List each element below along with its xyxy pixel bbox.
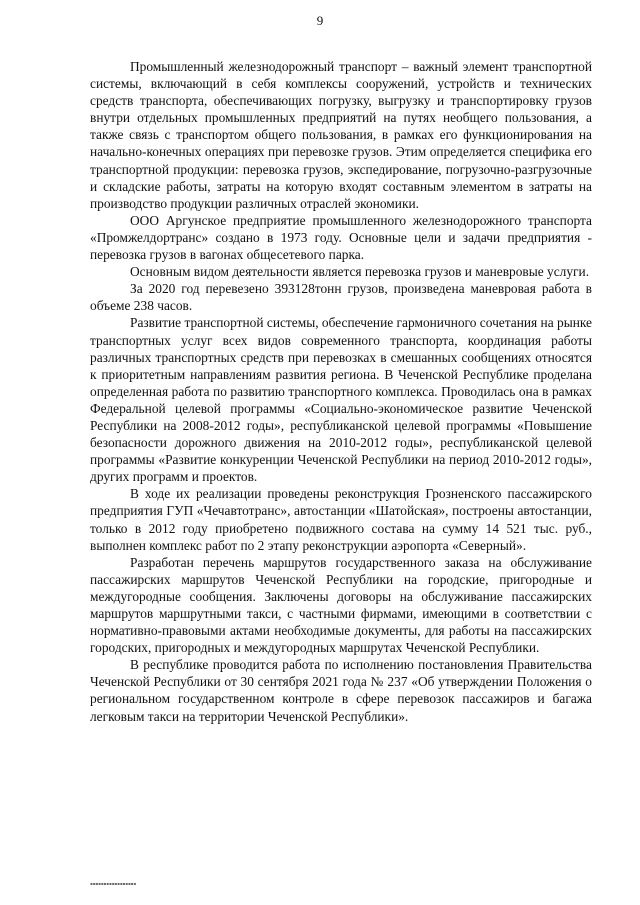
- paragraph-transport-system-development: Развитие транспортной системы, обеспечение гармоничного сочетания на рынке транспортных услуг всех видов современного транспорта, координация работы различных транспортных средств при перевозках в смешанных сообщениях относятся к приоритетным направлениям развития региона. В Чеченской Республике проделана определенная работа по развитию транспортного комплекса. Проводилась она в рамках Федеральной целевой программы «Социально-экономическое развитие Чеченской Республики на 2008-2012 годы», республиканской целевой программы «Повышение безопасности дорожного движения на 2010-2012 годы», республиканской целевой программы «Развитие конкуренции Чеченской Республики на период 2010-2012 годы», других программ и проектов.: [90, 315, 592, 485]
- paragraph-taxi-regulation: В республике проводится работа по исполнению постановления Правительства Чеченской Республики от 30 сентября 2021 года № 237 «Об утверждении Положения о региональном государственном контроле в сфере перевозок пассажиров и багажа легковым такси на территории Чеченской Республики».: [90, 657, 592, 724]
- paragraph-reconstruction: В ходе их реализации проведены реконструкция Грозненского пассажирского предприятия ГУП «Чечавтотранс», автостанции «Шатойская», построены автостанции, только в 2012 году приобретено подвижного состава на сумму 14 521 тыс. руб., выполнен комплекс работ по 2 этапу реконструкции аэропорта «Северный».: [90, 486, 592, 553]
- paragraph-route-list: Разработан перечень маршрутов государственного заказа на обслуживание пассажирских маршрутов Чеченской Республики на городские, пригородные и междугородные сообщения. Заключены договоры на обслуживание пассажирских маршрутов маршрутными такси, с частными фирмами, имеющими в соответствии с нормативно-правовыми актами необходимые документы, для работы на пассажирских городских, пригородных и междугородных маршрутах Чеченской Республики.: [90, 554, 592, 656]
- paragraph-argun-enterprise: ООО Аргунское предприятие промышленного железнодорожного транспорта «Промжелдортранс» создано в 1973 году. Основные цели и задачи предприятия - перевозка грузов в вагонах общесетевого парка.: [90, 212, 592, 263]
- document-body: [90, 58, 592, 725]
- footer-mark: ▪▪▪▪▪▪▪▪▪▪▪▪▪▪▪▪▪: [90, 881, 137, 886]
- paragraph-2020-results: За 2020 год перевезено 393128тонн грузов, произведена маневровая работа в объеме 238 часов.: [90, 281, 592, 314]
- page-number: 9: [316, 13, 324, 28]
- paragraph-industrial-rail-transport: Промышленный железнодорожный транспорт – важный элемент транспортной системы, включающий в себя комплексы сооружений, устройств и технических средств транспорта, обеспечивающих погрузку, выгрузку и транспортировку грузов внутри отдельных промышленных предприятий на путях необщего пользования, а также связь с транспортом общего пользования, в рамках его функционирования на начально-конечных операциях при перевозке грузов. Этим определяется специфика его транспортной продукции: перевозка грузов, экспедирование, погрузочно-разгрузочные и складские работы, затраты на которую входят составным элементом в затраты на производство продукции различных отраслей экономики.: [90, 59, 592, 211]
- paragraph-main-activity: Основным видом деятельности является перевозка грузов и маневровые услуги.: [130, 264, 590, 280]
